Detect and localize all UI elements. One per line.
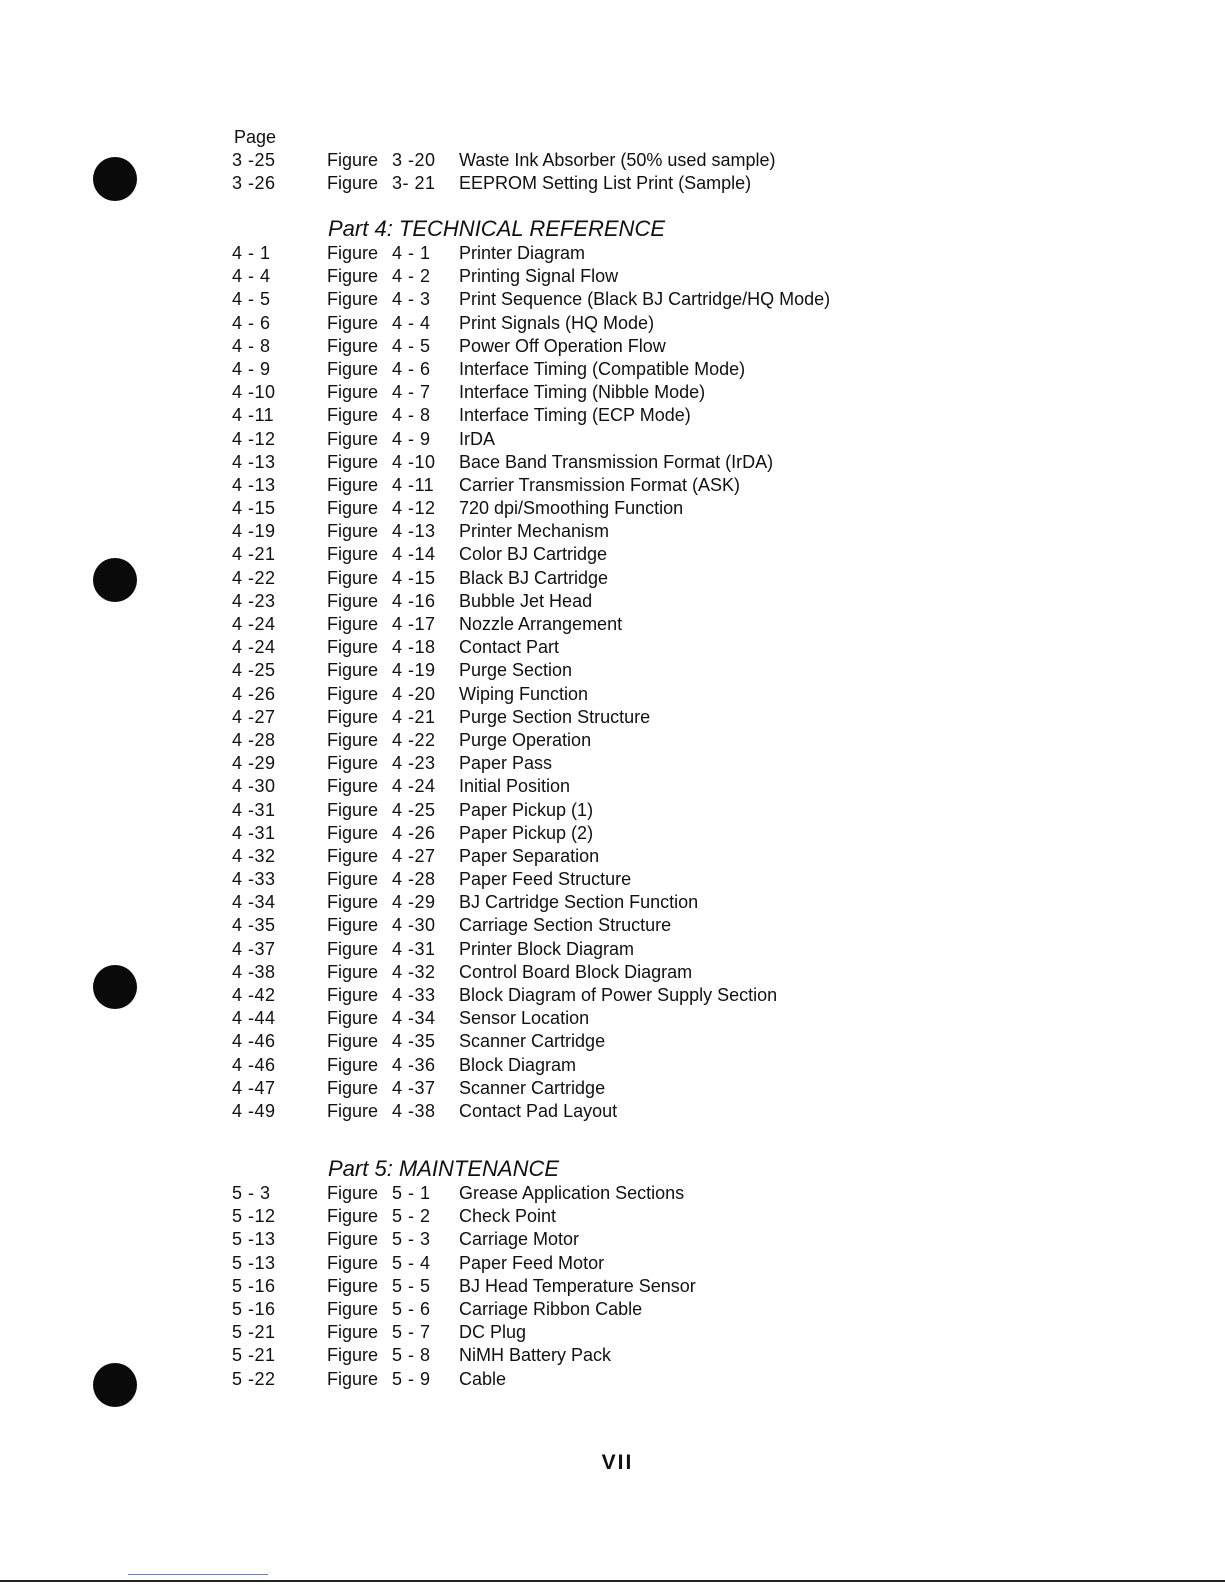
figure-title: Interface Timing (Compatible Mode) <box>459 358 746 379</box>
figure-number: 4 -12 <box>392 498 436 519</box>
part4-heading: Part 4: TECHNICAL REFERENCE <box>328 216 666 241</box>
figure-label: Figure <box>327 243 379 263</box>
figure-label: Figure <box>327 1100 379 1121</box>
figure-title: Carrier Transmission Format (ASK) <box>459 474 741 495</box>
figure-list-row <box>0 474 1225 497</box>
figure-list-row <box>0 242 1225 265</box>
page-ref: 5 -22 <box>232 1368 276 1389</box>
figure-number: 5 - 3 <box>392 1229 431 1250</box>
figure-label: Figure <box>327 729 379 750</box>
figure-number: 4 - 4 <box>392 312 431 333</box>
figure-title: Grease Application Sections <box>459 1183 685 1203</box>
figure-label: Figure <box>327 474 379 495</box>
figure-label: Figure <box>327 428 379 449</box>
figure-number: 4 -35 <box>392 1031 436 1052</box>
figure-label: Figure <box>327 451 379 472</box>
figure-list-row <box>0 938 1225 961</box>
figure-number: 3 -20 <box>392 150 436 170</box>
figure-list-row <box>0 752 1225 775</box>
figure-label: Figure <box>327 845 379 866</box>
page-ref: 5 -21 <box>232 1345 276 1366</box>
figure-number: 4 -28 <box>392 869 436 890</box>
figure-label: Figure <box>327 1183 379 1203</box>
figure-list-row <box>0 775 1225 798</box>
figure-list-row <box>0 636 1225 659</box>
figure-list-row <box>0 312 1225 335</box>
figure-title: NiMH Battery Pack <box>459 1345 612 1366</box>
figure-list-row <box>0 914 1225 937</box>
figure-title: Purge Section Structure <box>459 706 651 727</box>
figure-label: Figure <box>327 1054 379 1075</box>
figure-label: Figure <box>327 150 379 170</box>
figure-title: Print Sequence (Black BJ Cartridge/HQ Mode) <box>459 289 831 310</box>
figure-title: Initial Position <box>459 776 571 797</box>
page-ref: 4 -24 <box>232 614 276 634</box>
page-ref: 5 -16 <box>232 1275 276 1296</box>
figure-number: 4 -23 <box>392 753 436 774</box>
figure-label: Figure <box>327 985 379 1005</box>
figure-title: Paper Pass <box>459 753 553 774</box>
figure-list-row <box>0 358 1225 381</box>
page-ref: 4 -31 <box>232 822 276 843</box>
figure-title: Sensor Location <box>459 1008 590 1029</box>
figure-title: IrDA <box>459 428 495 449</box>
page-ref: 4 -47 <box>232 1077 276 1098</box>
page-ref: 4 -30 <box>232 776 276 797</box>
figure-title: Printer Diagram <box>459 243 586 263</box>
figure-number: 4 - 8 <box>392 405 431 426</box>
page-ref: 5 -13 <box>232 1229 276 1250</box>
figure-label: Figure <box>327 683 379 704</box>
figure-list-row <box>0 451 1225 474</box>
page-ref: 4 - 1 <box>232 243 271 263</box>
figure-number: 4 -10 <box>392 451 436 472</box>
figure-label: Figure <box>327 1252 379 1273</box>
figure-label: Figure <box>327 567 379 588</box>
figure-label: Figure <box>327 173 379 194</box>
figure-title: Paper Separation <box>459 845 600 866</box>
page-number: VII <box>601 1451 634 1474</box>
figure-title: Waste Ink Absorber (50% used sample) <box>459 150 776 170</box>
figure-label: Figure <box>327 1368 379 1389</box>
figure-number: 4 - 2 <box>392 266 431 287</box>
figure-list-row <box>0 1205 1225 1228</box>
figure-title: Paper Pickup (1) <box>459 799 594 820</box>
figure-title: Block Diagram <box>459 1054 577 1075</box>
figure-title: Printer Block Diagram <box>459 938 635 959</box>
figure-title: Printer Mechanism <box>459 521 610 542</box>
figure-label: Figure <box>327 521 379 542</box>
figure-number: 4 - 9 <box>392 428 431 449</box>
figure-list-row <box>0 799 1225 822</box>
figure-number: 4 -21 <box>392 706 436 727</box>
figure-list-row <box>0 1298 1225 1321</box>
figure-title: Carriage Ribbon Cable <box>459 1298 643 1319</box>
figure-list-row <box>0 984 1225 1007</box>
figure-list-row <box>0 683 1225 706</box>
page-ref: 4 -46 <box>232 1031 276 1052</box>
page-ref: 4 -37 <box>232 938 276 959</box>
figure-label: Figure <box>327 590 379 611</box>
page-ref: 4 -34 <box>232 892 276 913</box>
page-ref: 4 -42 <box>232 985 276 1005</box>
figure-number: 4 -22 <box>392 729 436 750</box>
page-ref: 4 -10 <box>232 382 276 403</box>
page-ref: 4 -33 <box>232 869 276 890</box>
figure-label: Figure <box>327 614 379 634</box>
figure-list-row <box>0 590 1225 613</box>
figure-label: Figure <box>327 637 379 658</box>
figure-label: Figure <box>327 822 379 843</box>
figure-list-row <box>0 706 1225 729</box>
figure-label: Figure <box>327 938 379 959</box>
figure-number: 4 -34 <box>392 1008 436 1029</box>
figure-list-row <box>0 265 1225 288</box>
figure-label: Figure <box>327 1298 379 1319</box>
page-ref: 4 -24 <box>232 637 276 658</box>
figure-list-row <box>0 567 1225 590</box>
figure-number: 3- 21 <box>392 173 436 194</box>
figure-label: Figure <box>327 915 379 936</box>
figure-number: 5 - 8 <box>392 1345 431 1366</box>
figure-title: Paper Feed Motor <box>459 1252 605 1273</box>
figure-title: BJ Head Temperature Sensor <box>459 1275 696 1296</box>
figure-list-row <box>0 961 1225 984</box>
figure-title: Wiping Function <box>459 683 589 704</box>
page-ref: 4 -28 <box>232 729 276 750</box>
figure-number: 5 - 4 <box>392 1252 431 1273</box>
figure-title: Paper Pickup (2) <box>459 822 594 843</box>
figure-label: Figure <box>327 869 379 890</box>
figure-label: Figure <box>327 1229 379 1250</box>
figure-number: 4 -27 <box>392 845 436 866</box>
page-ref: 4 -49 <box>232 1100 276 1121</box>
page-ref: 5 -21 <box>232 1322 276 1343</box>
figure-label: Figure <box>327 266 379 287</box>
figure-label: Figure <box>327 1275 379 1296</box>
figure-label: Figure <box>327 1031 379 1052</box>
figure-number: 4 -24 <box>392 776 436 797</box>
figure-list-row <box>0 729 1225 752</box>
figure-label: Figure <box>327 776 379 797</box>
figure-title: Check Point <box>459 1206 557 1227</box>
figure-list-row <box>0 1275 1225 1298</box>
page-ref: 4 -13 <box>232 451 276 472</box>
figure-number: 4 -17 <box>392 614 436 634</box>
page-ref: 5 - 3 <box>232 1183 271 1203</box>
page-ref: 4 -44 <box>232 1008 276 1029</box>
page-ref: 4 -38 <box>232 961 276 982</box>
figure-label: Figure <box>327 382 379 403</box>
figure-list-row <box>0 428 1225 451</box>
page-ref: 4 -35 <box>232 915 276 936</box>
page-ref: 4 -32 <box>232 845 276 866</box>
figure-list-row <box>0 1030 1225 1053</box>
figure-number: 4 -30 <box>392 915 436 936</box>
page-ref: 4 -19 <box>232 521 276 542</box>
figure-list-row <box>0 149 1225 172</box>
page-column-header: Page <box>234 127 277 147</box>
figure-list-row <box>0 172 1225 195</box>
page-ref: 5 -12 <box>232 1206 276 1227</box>
page-ref: 4 - 5 <box>232 289 271 310</box>
figure-number: 4 -32 <box>392 961 436 982</box>
figure-list-row <box>0 659 1225 682</box>
figure-title: Interface Timing (Nibble Mode) <box>459 382 706 403</box>
figure-number: 4 - 5 <box>392 335 431 356</box>
figure-title: Contact Part <box>459 637 560 658</box>
page-ref: 4 -21 <box>232 544 276 565</box>
figure-label: Figure <box>327 892 379 913</box>
page-ref: 4 - 6 <box>232 312 271 333</box>
figure-number: 4 -13 <box>392 521 436 542</box>
figure-number: 4 -26 <box>392 822 436 843</box>
figure-number: 4 -25 <box>392 799 436 820</box>
figure-title: Carriage Section Structure <box>459 915 672 936</box>
figure-label: Figure <box>327 405 379 426</box>
page-ref: 4 -31 <box>232 799 276 820</box>
figure-list-row <box>0 1007 1225 1030</box>
page-ref: 3 -25 <box>232 150 276 170</box>
page-ref: 4 -25 <box>232 660 276 681</box>
figure-list-row <box>0 613 1225 636</box>
figure-label: Figure <box>327 312 379 333</box>
page-ref: 4 -11 <box>232 405 275 426</box>
figure-list-row <box>0 1368 1225 1391</box>
bottom-rule <box>0 1580 1225 1582</box>
page-ref: 5 -16 <box>232 1298 276 1319</box>
figure-list-row <box>0 335 1225 358</box>
figure-list-row <box>0 891 1225 914</box>
figure-list-row <box>0 1077 1225 1100</box>
figure-title: Carriage Motor <box>459 1229 580 1250</box>
figure-title: Print Signals (HQ Mode) <box>459 312 655 333</box>
page-ref: 4 -26 <box>232 683 276 704</box>
page-ref: 4 - 8 <box>232 335 271 356</box>
figure-title: Printing Signal Flow <box>459 266 619 287</box>
figure-title: Interface Timing (ECP Mode) <box>459 405 691 426</box>
figure-number: 5 - 6 <box>392 1298 431 1319</box>
figure-list-row <box>0 1344 1225 1367</box>
figure-title: Bubble Jet Head <box>459 590 593 611</box>
page-ref: 4 -29 <box>232 753 276 774</box>
figure-number: 4 -15 <box>392 567 436 588</box>
figure-number: 4 -16 <box>392 590 436 611</box>
figure-label: Figure <box>327 961 379 982</box>
figure-list-row <box>0 1054 1225 1077</box>
figure-list-row <box>0 497 1225 520</box>
figure-list-row <box>0 1182 1225 1205</box>
figure-number: 5 - 2 <box>392 1206 431 1227</box>
figure-number: 4 -19 <box>392 660 436 681</box>
figure-title: Scanner Cartridge <box>459 1077 606 1098</box>
figure-title: Block Diagram of Power Supply Section <box>459 985 778 1005</box>
figure-number: 5 - 7 <box>392 1322 431 1343</box>
figure-title: Control Board Block Diagram <box>459 961 693 982</box>
figure-number: 4 -31 <box>392 938 436 959</box>
figure-number: 5 - 9 <box>392 1368 431 1389</box>
figure-number: 4 -37 <box>392 1077 436 1098</box>
figure-number: 4 -33 <box>392 985 436 1005</box>
page-ref: 4 -15 <box>232 498 276 519</box>
figure-title: Contact Pad Layout <box>459 1100 618 1121</box>
figure-list-row <box>0 868 1225 891</box>
page-ref: 4 -22 <box>232 567 276 588</box>
figure-number: 5 - 1 <box>392 1183 431 1203</box>
part5-figure-list <box>0 1182 1225 1391</box>
figure-label: Figure <box>327 498 379 519</box>
figure-list-row <box>0 1252 1225 1275</box>
figure-title: Black BJ Cartridge <box>459 567 609 588</box>
figure-list-row <box>0 381 1225 404</box>
figure-number: 4 -14 <box>392 544 436 565</box>
figure-label: Figure <box>327 1206 379 1227</box>
figure-number: 4 -20 <box>392 683 436 704</box>
figure-number: 4 -38 <box>392 1100 436 1121</box>
figure-label: Figure <box>327 1345 379 1366</box>
figure-list-row <box>0 520 1225 543</box>
figure-title: Purge Operation <box>459 729 592 750</box>
figure-label: Figure <box>327 335 379 356</box>
page-ref: 4 - 4 <box>232 266 271 287</box>
figure-title: DC Plug <box>459 1322 527 1343</box>
page-ref: 4 -27 <box>232 706 276 727</box>
figure-list-row <box>0 1228 1225 1251</box>
figure-number: 4 -11 <box>392 474 435 495</box>
figure-title: BJ Cartridge Section Function <box>459 892 699 913</box>
figure-label: Figure <box>327 1008 379 1029</box>
intro-figure-list <box>0 149 1225 195</box>
part4-figure-list <box>0 242 1225 1123</box>
figure-label: Figure <box>327 660 379 681</box>
page-ref: 4 -12 <box>232 428 276 449</box>
figure-label: Figure <box>327 799 379 820</box>
page-ref: 4 -23 <box>232 590 276 611</box>
figure-number: 5 - 5 <box>392 1275 431 1296</box>
scan-artifact-line <box>128 1574 268 1575</box>
figure-title: Cable <box>459 1368 507 1389</box>
figure-list-row <box>0 1321 1225 1344</box>
figure-list-row <box>0 1100 1225 1123</box>
figure-list-row <box>0 822 1225 845</box>
figure-number: 4 - 7 <box>392 382 431 403</box>
page-ref: 4 -46 <box>232 1054 276 1075</box>
figure-title: Paper Feed Structure <box>459 869 632 890</box>
figure-title: Purge Section <box>459 660 573 681</box>
figure-title: 720 dpi/Smoothing Function <box>459 498 684 519</box>
page-ref: 5 -13 <box>232 1252 276 1273</box>
figure-list-row <box>0 288 1225 311</box>
figure-number: 4 -18 <box>392 637 436 658</box>
figure-title: Scanner Cartridge <box>459 1031 606 1052</box>
figure-title: EEPROM Setting List Print (Sample) <box>459 173 752 194</box>
figure-label: Figure <box>327 1077 379 1098</box>
figure-title: Power Off Operation Flow <box>459 335 666 356</box>
figure-label: Figure <box>327 753 379 774</box>
figure-number: 4 - 3 <box>392 289 431 310</box>
figure-list-row <box>0 845 1225 868</box>
figure-number: 4 -36 <box>392 1054 436 1075</box>
page-ref: 4 -13 <box>232 474 276 495</box>
figure-title: Bace Band Transmission Format (IrDA) <box>459 451 774 472</box>
figure-number: 4 -29 <box>392 892 436 913</box>
part5-heading: Part 5: MAINTENANCE <box>328 1156 560 1181</box>
page-ref: 4 - 9 <box>232 358 271 379</box>
page-ref: 3 -26 <box>232 173 276 194</box>
figure-number: 4 - 1 <box>392 243 431 263</box>
figure-label: Figure <box>327 289 379 310</box>
figure-list-row <box>0 543 1225 566</box>
figure-label: Figure <box>327 1322 379 1343</box>
figure-number: 4 - 6 <box>392 358 431 379</box>
figure-title: Nozzle Arrangement <box>459 614 623 634</box>
figure-label: Figure <box>327 544 379 565</box>
figure-list-row <box>0 404 1225 427</box>
figure-label: Figure <box>327 358 379 379</box>
figure-title: Color BJ Cartridge <box>459 544 608 565</box>
figure-label: Figure <box>327 706 379 727</box>
